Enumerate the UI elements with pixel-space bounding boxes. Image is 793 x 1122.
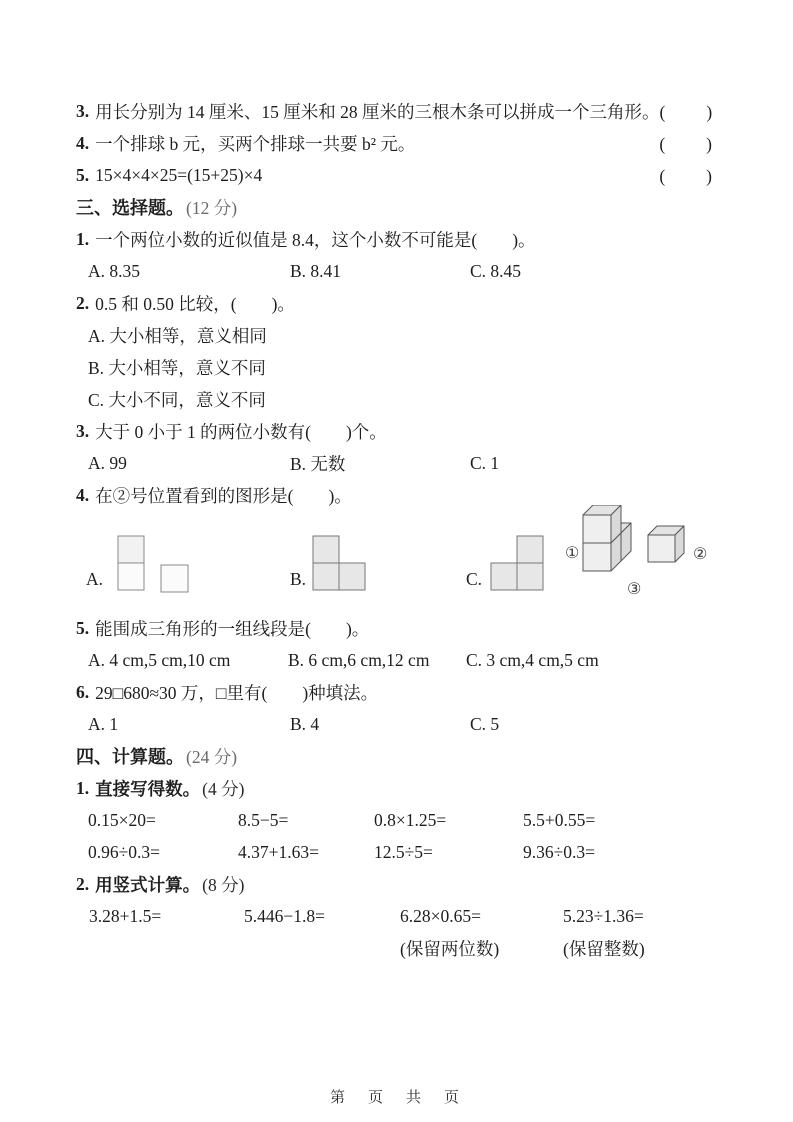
expression: 5.5+0.55= [523, 809, 596, 830]
subsection-title: 直接写得数。 [95, 778, 201, 799]
rounding-note: (保留整数) [563, 938, 645, 959]
choice-q3-options [76, 447, 716, 479]
question-number: 5. [76, 164, 90, 185]
choice-q5-stem [76, 612, 716, 644]
expression: 3.28+1.5= [89, 905, 162, 926]
option-b: B. 6 cm,6 cm,12 cm [288, 649, 430, 670]
option-c: C. 3 cm,4 cm,5 cm [466, 649, 599, 670]
option-a-label: A. [86, 569, 104, 589]
oral-calc-row-2 [76, 836, 716, 868]
choice-q2-option-a [76, 319, 716, 351]
section-score: (12 分) [186, 197, 238, 218]
option-a: A. 99 [88, 452, 127, 473]
option-c: C. 8.45 [470, 260, 522, 281]
question-number: 1. [76, 777, 90, 798]
page-footer: 第 页 共 页 [329, 1089, 463, 1106]
option-a-figure [117, 535, 145, 591]
section-title: 三、选择题。 [76, 198, 184, 218]
calc-sub2-header [76, 868, 716, 900]
judge-item-5 [76, 159, 716, 191]
choice-q3-stem [76, 415, 716, 447]
subsection-score: (8 分) [202, 874, 245, 895]
view-label-2: ② [693, 546, 708, 563]
choice-q1-stem [76, 223, 716, 255]
expression: 6.28×0.65= [400, 905, 481, 926]
question-text: 0.5 和 0.50 比较，( )。 [95, 293, 295, 314]
single-cube-figure [645, 523, 687, 565]
choice-q4-figures [76, 511, 716, 612]
question-number: 3. [76, 420, 90, 441]
option-a: A. 大小相等，意义相同 [88, 325, 267, 346]
option-a: A. 4 cm,5 cm,10 cm [88, 649, 231, 670]
option-b: B. 无数 [290, 453, 346, 474]
section-calc-header [76, 740, 716, 772]
expression: 0.8×1.25= [374, 809, 447, 830]
question-text: 能围成三角形的一组线段是( )。 [95, 618, 370, 639]
column-calc-row [76, 900, 716, 932]
question-text: 大于 0 小于 1 的两位小数有( )个。 [95, 421, 387, 442]
option-c: C. 大小不同，意义不同 [88, 389, 266, 410]
option-a: A. 1 [88, 713, 119, 734]
question-text: 29□680≈30 万，□里有( )种填法。 [95, 682, 379, 703]
question-number: 1. [76, 228, 90, 249]
question-number: 2. [76, 292, 90, 313]
column-calc-notes [76, 932, 716, 964]
option-c: C. 5 [470, 713, 500, 734]
expression: 0.96÷0.3= [88, 841, 160, 862]
cube-stack-figure [578, 505, 634, 573]
view-label-1: ① [565, 545, 580, 562]
subsection-score: (4 分) [202, 778, 245, 799]
question-number: 6. [76, 681, 90, 702]
choice-q2-option-b [76, 351, 716, 383]
section-score: (24 分) [186, 746, 238, 767]
calc-sub1-header [76, 772, 716, 804]
option-c-label: C. [466, 569, 483, 589]
option-c-figure [490, 535, 544, 591]
choice-q6-options [76, 708, 716, 740]
judge-item-3 [76, 95, 716, 127]
rounding-note: (保留两位数) [400, 938, 500, 959]
option-a: A. 8.35 [88, 260, 141, 281]
question-text: 一个排球 b 元，买两个排球一共要 b² 元。 [95, 133, 416, 154]
expression: 8.5−5= [238, 809, 289, 830]
judge-item-4 [76, 127, 716, 159]
answer-bracket: ( ) [659, 101, 715, 122]
question-number: 4. [76, 484, 90, 505]
section-choice-header [76, 191, 716, 223]
question-number: 4. [76, 132, 90, 153]
question-text: 15×4×4×25=(15+25)×4 [95, 164, 263, 185]
answer-bracket: ( ) [659, 133, 714, 154]
expression: 0.15×20= [88, 809, 156, 830]
section-title: 四、计算题。 [76, 747, 184, 767]
option-a-extra-square [160, 564, 189, 593]
question-number: 3. [76, 100, 90, 121]
answer-bracket: ( ) [659, 165, 714, 186]
question-text: 用长分别为 14 厘米、15 厘米和 28 厘米的三根木条可以拼成一个三角形。 [95, 101, 660, 122]
expression: 12.5÷5= [374, 841, 433, 862]
expression: 9.36÷0.3= [523, 841, 595, 862]
choice-q2-stem [76, 287, 716, 319]
expression: 5.446−1.8= [244, 905, 325, 926]
option-b-figure [312, 535, 366, 591]
question-text: 一个两位小数的近似值是 8.4，这个小数不可能是( )。 [95, 229, 536, 250]
expression: 5.23÷1.36= [563, 905, 644, 926]
option-b: B. 8.41 [290, 260, 342, 281]
oral-calc-row-1 [76, 804, 716, 836]
choice-q5-options [76, 644, 716, 676]
choice-q6-stem [76, 676, 716, 708]
question-number: 5. [76, 617, 90, 638]
option-c: C. 1 [470, 452, 500, 473]
question-text: 在②号位置看到的图形是( )。 [95, 485, 352, 506]
option-b: B. 大小相等，意义不同 [88, 357, 266, 378]
option-b: B. 4 [290, 713, 320, 734]
choice-q1-options [76, 255, 716, 287]
expression: 4.37+1.63= [238, 841, 319, 862]
view-label-3: ③ [627, 581, 642, 598]
question-number: 2. [76, 873, 90, 894]
option-b-label: B. [290, 569, 307, 589]
choice-q2-option-c [76, 383, 716, 415]
subsection-title: 用竖式计算。 [95, 874, 201, 895]
test-paper-content [76, 95, 716, 964]
